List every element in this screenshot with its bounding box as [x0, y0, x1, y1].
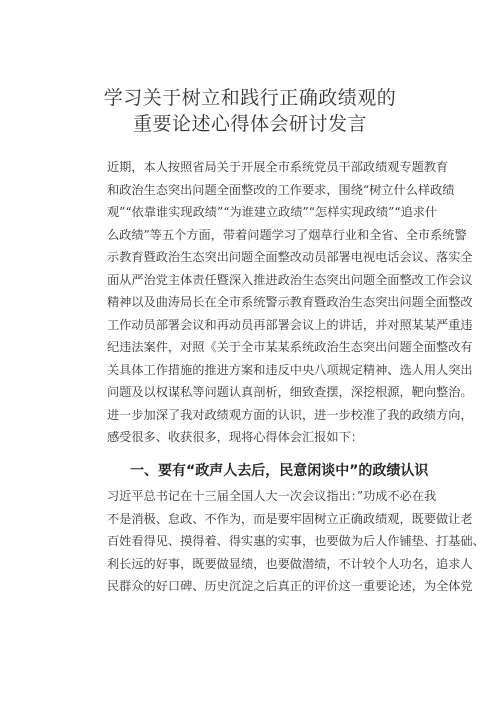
paragraph-line: 纪违法案件，对照《关于全市某某系统政治生态突出问题全面整改有 — [107, 340, 473, 354]
paragraph-intro — [107, 156, 473, 449]
paragraph-line: 进一步加深了我对政绩观方面的认识，进一步校准了我的政绩方向， — [107, 407, 473, 422]
paragraph-line: 习近平总书记在十三届全国人大一次会议指出：”功成不必在我 — [107, 489, 437, 503]
paragraph-line: 关具体工作措施的推进方案和违反中央八项规定精神、选人用人突出 — [107, 362, 473, 377]
paragraph-line: 面从严治党主体责任暨深入推进政治生态突出问题全面整改工作会议 — [107, 272, 473, 287]
paragraph-line: 精神以及曲涛局长在全市系统警示教育暨政治生态突出问题全面整改 — [107, 295, 473, 309]
paragraph-line: 感受很多、收获很多，现将心得体会汇报如下： — [107, 430, 363, 444]
paragraph-line: 不是消极、怠政、不作为，而是要牢固树立正确政绩观，既要做让老 — [107, 511, 473, 526]
paragraph-line: 观”“依靠谁实现政绩”“为谁建立政绩”“怎样实现政绩”“追求什 — [107, 205, 438, 219]
paragraph-line: 利长远的好事，既要做显绩，也要做潜绩，不计较个人功名，追求人 — [107, 556, 473, 571]
paragraph-line: 么政绩”等五个方面，带着问题学习了烟草行业和全省、全市系统警 — [107, 227, 467, 242]
paragraph-line: 和政治生态突出问题全面整改的工作要求，围绕“树立什么样政绩 — [107, 182, 455, 197]
paragraph-line: 示教育暨政治生态突出问题全面整改动员部署电视电话会议、落实全 — [107, 250, 473, 264]
document-title-line-1: 学习关于树立和践行正确政绩观的 — [103, 87, 397, 109]
section-heading-1: 一、要有“政声人去后，民意闲谈中”的政绩认识 — [130, 463, 429, 479]
document-title-line-2: 重要论述心得体会研讨发言 — [132, 113, 367, 135]
paragraph-section-1 — [107, 485, 485, 598]
paragraph-line: 工作动员部署会议和再动员再部署会议上的讲话，并对照某某严重违 — [107, 317, 473, 332]
paragraph-line: 百姓看得见、摸得着、得实惠的实事，也要做为后人作铺垫、打基础、 — [107, 534, 485, 548]
paragraph-line: 近期，本人按照省局关于开展全市系统党员干部政绩观专题教育 — [107, 160, 449, 174]
paragraph-line: 问题及以权谋私等问题认真剖析，细致查摆，深挖根源，靶向整治。 — [107, 385, 473, 399]
paragraph-line: 民群众的好口碑、历史沉淀之后真正的评价这一重要论述，为全体党 — [107, 579, 473, 593]
